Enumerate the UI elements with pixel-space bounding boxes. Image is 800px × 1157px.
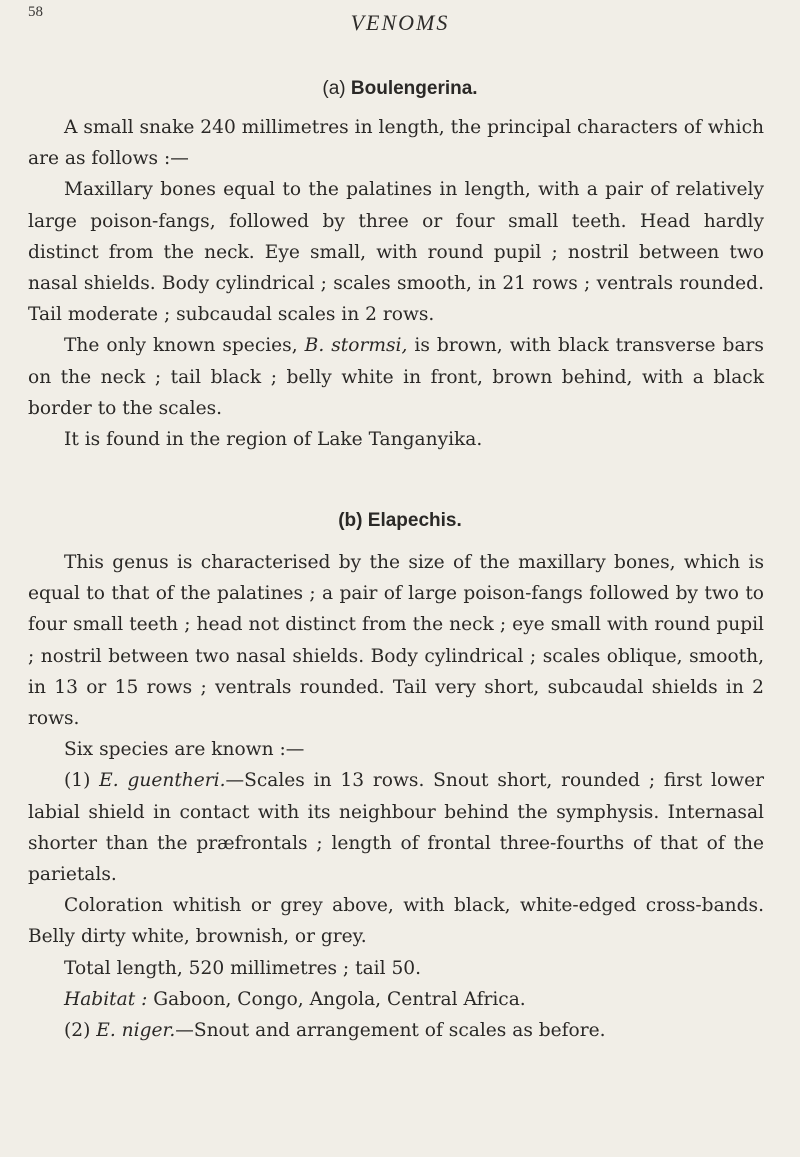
paragraph: Maxillary bones equal to the palatines in length, with a pair of relatively large poison-fangs, followed by three or four small teeth. Head hardly distinct from the neck. Eye small, with round pupil ; nostril between two nasal shields. Body cylindrical ; scales smooth, in 21 rows ; ventrals rounded. Tail moderate ; subcaudal scales in 2 rows.	[28, 179, 764, 326]
section-label: (b)	[338, 510, 363, 531]
section-heading-elapechis	[0, 510, 800, 532]
species-description: —Snout and arrangement of scales as before.	[175, 1020, 606, 1042]
length-paragraph: Total length, 520 millimetres ; tail 50.	[64, 957, 422, 979]
coloration-paragraph: Coloration whitish or grey above, with black, white-edged cross-bands. Belly dirty white, brownish, or grey.	[28, 895, 764, 948]
species-number: (2)	[64, 1020, 91, 1042]
species-name: E. niger.	[96, 1020, 176, 1042]
habitat-paragraph	[28, 984, 764, 1015]
section-body-boulengerina	[28, 112, 764, 455]
section-title: Boulengerina.	[350, 78, 478, 99]
habitat-label: Habitat :	[64, 988, 148, 1010]
section-label: (a)	[322, 78, 346, 99]
species-description: is brown, with black transverse bars on the neck ; tail black ; belly white in front, brown behind, with a black border to the scales.	[28, 335, 764, 419]
species-lead: The only known species,	[64, 335, 298, 357]
running-head: VENOMS	[350, 10, 450, 35]
section-heading-boulengerina	[0, 78, 800, 100]
species-number: (1)	[64, 770, 91, 792]
habitat-text: Gaboon, Congo, Angola, Central Africa.	[153, 988, 526, 1010]
section-title: Elapechis.	[367, 510, 462, 531]
distribution-paragraph: It is found in the region of Lake Tanganyika.	[64, 429, 483, 451]
paragraph: Six species are known :—	[64, 739, 305, 761]
species-name: E. guentheri.	[99, 770, 226, 792]
page-number: 58	[28, 4, 43, 20]
species-name: B. stormsi,	[304, 335, 408, 357]
species-description: —Scales in 13 rows. Snout short, rounded ; first lower labial shield in contact with its neighbour behind the symphysis. Internasal shorter than the præfrontals ; length of frontal three-fourths of that of the parietals.	[28, 770, 764, 886]
species-entry	[28, 765, 764, 890]
section-body-elapechis	[28, 547, 764, 1046]
species-entry	[28, 1015, 764, 1046]
paragraph: A small snake 240 millimetres in length, the principal characters of which are as follows :—	[28, 117, 764, 170]
paragraph: This genus is characterised by the size of the maxillary bones, which is equal to that of the palatines ; a pair of large poison-fangs followed by two to four small teeth ; head not distinct from the neck ; eye small with round pupil ; nostril between two nasal shields. Body cylindrical ; scales oblique, smooth, in 13 or 15 rows ; ventrals rounded. Tail very short, subcaudal shields in 2 rows.	[28, 552, 764, 730]
species-paragraph	[28, 330, 764, 424]
